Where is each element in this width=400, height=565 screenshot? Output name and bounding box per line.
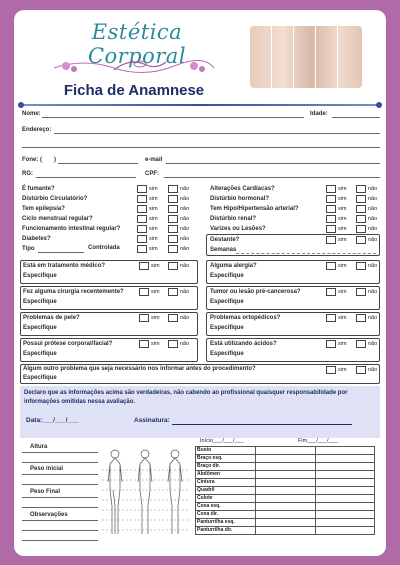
inicio-label: Início___/___/___	[200, 438, 244, 444]
q-tipo: Tipo	[22, 246, 35, 252]
sim-label: sim	[149, 226, 158, 232]
table-cell[interactable]	[256, 519, 316, 527]
idade-field[interactable]	[332, 117, 380, 118]
q-medico: Está em tratamento médico?	[23, 263, 106, 269]
table-row	[196, 471, 375, 479]
sim-label: sim	[338, 186, 347, 192]
assinatura-label: Assinatura:	[134, 417, 170, 424]
row-label: Busto	[196, 447, 256, 455]
epilepsia-sim-checkbox[interactable]	[137, 205, 147, 213]
q-renal: Distúrbio renal?	[210, 216, 257, 222]
nao-label: não	[368, 226, 378, 232]
q-alergia: Alguma alergia?	[210, 263, 257, 269]
table-cell[interactable]	[315, 471, 375, 479]
q-gestante: Gestante?	[210, 237, 240, 243]
assinatura-field[interactable]	[172, 424, 352, 425]
alergia-sim-checkbox[interactable]	[326, 262, 336, 270]
fone-field[interactable]	[58, 163, 138, 164]
q-ciclo: Ciclo menstrual regular?	[22, 216, 93, 222]
sim-label: sim	[151, 289, 160, 295]
ciclo-sim-checkbox[interactable]	[137, 215, 147, 223]
table-cell[interactable]	[256, 495, 316, 503]
row-label: Cintura	[196, 479, 256, 487]
table-cell[interactable]	[315, 479, 375, 487]
row-label: Coxa esq.	[196, 503, 256, 511]
sim-label: sim	[151, 263, 160, 269]
table-cell[interactable]	[315, 519, 375, 527]
controlada-sim-checkbox[interactable]	[137, 245, 147, 253]
nao-label: não	[180, 206, 190, 212]
body-figure-icon	[100, 446, 190, 538]
q-protese: Possui prótese corporal/facial?	[23, 341, 113, 347]
especifique-label: Especifique	[23, 299, 57, 305]
table-row	[196, 455, 375, 463]
sim-label: sim	[338, 341, 347, 347]
nao-label: não	[180, 236, 190, 242]
circulatorio-sim-checkbox[interactable]	[137, 195, 147, 203]
fone-close: )	[54, 157, 56, 163]
table-row	[196, 527, 375, 535]
acidos-nao-checkbox[interactable]	[356, 340, 366, 348]
sim-label: sim	[338, 216, 347, 222]
email-field[interactable]	[166, 163, 380, 164]
cpf-field[interactable]	[164, 177, 380, 178]
tipo-field[interactable]	[38, 252, 84, 253]
row-label: Quadril	[196, 487, 256, 495]
q-cirurgia: Fez alguma cirurgia recentemente?	[23, 289, 124, 295]
ciclo-nao-checkbox[interactable]	[168, 215, 178, 223]
circulatorio-nao-checkbox[interactable]	[168, 195, 178, 203]
nao-label: não	[368, 216, 378, 222]
hormonal-nao-checkbox[interactable]	[356, 195, 366, 203]
table-cell[interactable]	[256, 455, 316, 463]
intestinal-sim-checkbox[interactable]	[137, 225, 147, 233]
rg-label: RG:	[22, 171, 33, 177]
intestinal-nao-checkbox[interactable]	[168, 225, 178, 233]
q-outro: Algum outro problema que seja necessário nos informar antes do procedimento?	[23, 366, 256, 372]
hipertensao-sim-checkbox[interactable]	[326, 205, 336, 213]
sim-label: sim	[338, 263, 347, 269]
especifique-label: Especifique	[210, 299, 244, 305]
altura-field-2[interactable]	[22, 462, 98, 463]
cardiacas-nao-checkbox[interactable]	[356, 185, 366, 193]
protese-nao-checkbox[interactable]	[168, 340, 178, 348]
nao-label: não	[368, 315, 378, 321]
cirurgia-sim-checkbox[interactable]	[139, 288, 149, 296]
row-label: Coxa dir.	[196, 511, 256, 519]
nao-label: não	[180, 186, 190, 192]
endereco-field[interactable]	[54, 133, 380, 134]
q-cardiacas: Alterações Cardíacas?	[210, 186, 275, 192]
nao-label: não	[368, 367, 378, 373]
table-cell[interactable]	[256, 479, 316, 487]
especifique-label: Especifique	[210, 325, 244, 331]
obs-field-3[interactable]	[22, 540, 98, 541]
table-cell[interactable]	[256, 447, 316, 455]
table-cell[interactable]	[256, 487, 316, 495]
peso-final-field[interactable]	[22, 497, 98, 498]
row-label: Braço esq.	[196, 455, 256, 463]
measurements-table	[195, 446, 375, 535]
q-controlada: Controlada	[88, 245, 120, 251]
table-row	[196, 463, 375, 471]
sim-label: sim	[338, 289, 347, 295]
nao-label: não	[180, 216, 190, 222]
table-cell[interactable]	[315, 455, 375, 463]
q-acidos: Está utilizando ácidos?	[210, 341, 277, 347]
sim-label: sim	[338, 206, 347, 212]
row-label: Abdômen	[196, 471, 256, 479]
table-row	[196, 447, 375, 455]
diabetes-sim-checkbox[interactable]	[137, 235, 147, 243]
table-row	[196, 487, 375, 495]
especifique-label: Especifique	[210, 273, 244, 279]
sim-label: sim	[149, 206, 158, 212]
nome-field[interactable]	[42, 117, 304, 118]
q-ortopedicos: Problemas ortopédicos?	[210, 315, 281, 321]
sim-label: sim	[338, 237, 347, 243]
table-row	[196, 503, 375, 511]
observacoes-label: Observações	[30, 512, 68, 518]
q-pele: Problemas de pele?	[23, 315, 80, 321]
nao-label: não	[180, 263, 190, 269]
medico-nao-checkbox[interactable]	[168, 262, 178, 270]
row-label: Culote	[196, 495, 256, 503]
form-title: Ficha de Anamnese	[63, 82, 205, 99]
hormonal-sim-checkbox[interactable]	[326, 195, 336, 203]
q-varizes: Varizes ou Lesões?	[210, 226, 266, 232]
peso-inicial-field[interactable]	[22, 474, 98, 475]
fumante-nao-checkbox[interactable]	[168, 185, 178, 193]
table-row	[196, 511, 375, 519]
sim-label: sim	[338, 367, 347, 373]
table-cell[interactable]	[315, 487, 375, 495]
nao-label: não	[180, 289, 190, 295]
table-cell[interactable]	[315, 447, 375, 455]
sim-label: sim	[151, 341, 160, 347]
header	[14, 10, 386, 103]
sim-label: sim	[149, 186, 158, 192]
gestante-sim-checkbox[interactable]	[326, 236, 336, 244]
nao-label: não	[368, 341, 378, 347]
ortopedicos-sim-checkbox[interactable]	[326, 314, 336, 322]
pele-nao-checkbox[interactable]	[168, 314, 178, 322]
cpf-label: CPF:	[145, 171, 159, 177]
acidos-sim-checkbox[interactable]	[326, 340, 336, 348]
declaration-text: Declaro que as informações acima são verdadeiras, não cabendo ao profissional quaisquer responsabilidade por informações omitidas nessa avaliação.	[24, 390, 348, 405]
table-cell[interactable]	[315, 527, 375, 535]
protese-sim-checkbox[interactable]	[139, 340, 149, 348]
q-fumante: É fumante?	[22, 186, 55, 192]
nao-label: não	[180, 226, 190, 232]
varizes-nao-checkbox[interactable]	[356, 225, 366, 233]
nao-label: não	[180, 196, 190, 202]
q-circulatorio: Distúrbio Circulatório?	[22, 196, 88, 202]
sim-label: sim	[149, 236, 158, 242]
especifique-label: Especifique	[23, 351, 57, 357]
nao-label: não	[180, 341, 190, 347]
q-hormonal: Distúrbio hormonal?	[210, 196, 269, 202]
outro-sim-checkbox[interactable]	[326, 366, 336, 374]
q-diabetes: Diabetes?	[22, 236, 51, 242]
table-cell[interactable]	[315, 463, 375, 471]
ortopedicos-nao-checkbox[interactable]	[356, 314, 366, 322]
tumor-sim-checkbox[interactable]	[326, 288, 336, 296]
obs-field-2[interactable]	[22, 530, 98, 531]
sim-label: sim	[338, 196, 347, 202]
rg-field[interactable]	[36, 177, 136, 178]
data-label: Data:___/___/___	[26, 417, 79, 424]
table-row	[196, 479, 375, 487]
nao-label: não	[368, 206, 378, 212]
cirurgia-nao-checkbox[interactable]	[168, 288, 178, 296]
row-label: Panturrilha esq.	[196, 519, 256, 527]
medico-sim-checkbox[interactable]	[139, 262, 149, 270]
fone-label: Fone: (	[22, 157, 42, 163]
altura-field[interactable]	[22, 452, 98, 453]
form-page	[14, 10, 386, 556]
q-semanas: Semanas	[210, 247, 237, 253]
header-divider	[18, 104, 382, 106]
table-cell[interactable]	[256, 463, 316, 471]
table-cell[interactable]	[256, 511, 316, 519]
peso-inicial-field-2[interactable]	[22, 484, 98, 485]
row-label: Panturrilha dir.	[196, 527, 256, 535]
cardiacas-sim-checkbox[interactable]	[326, 185, 336, 193]
nao-label: não	[180, 315, 190, 321]
q-tumor: Tumor ou lesão pré-cancerosa?	[210, 289, 301, 295]
q-intestinal: Funcionamento intestinal regular?	[22, 226, 121, 232]
email-label: e-mail	[145, 157, 163, 163]
sim-label: sim	[149, 246, 158, 252]
nao-label: não	[180, 246, 190, 252]
varizes-sim-checkbox[interactable]	[326, 225, 336, 233]
table-row	[196, 495, 375, 503]
outro-nao-checkbox[interactable]	[356, 366, 366, 374]
altura-label: Altura	[30, 444, 48, 450]
nome-label: Nome:	[22, 111, 41, 117]
endereco-field-2[interactable]	[22, 147, 380, 148]
nao-label: não	[368, 237, 378, 243]
especifique-label: Especifique	[23, 273, 57, 279]
nao-label: não	[368, 196, 378, 202]
table-cell[interactable]	[315, 495, 375, 503]
fim-label: Fim___/___/___	[298, 438, 338, 444]
renal-sim-checkbox[interactable]	[326, 215, 336, 223]
flower-ornament-icon	[44, 54, 224, 78]
table-cell[interactable]	[256, 503, 316, 511]
pele-sim-checkbox[interactable]	[139, 314, 149, 322]
epilepsia-nao-checkbox[interactable]	[168, 205, 178, 213]
sim-label: sim	[149, 216, 158, 222]
nao-label: não	[368, 289, 378, 295]
especifique-label: Especifique	[23, 325, 57, 331]
sim-label: sim	[149, 196, 158, 202]
table-cell[interactable]	[315, 511, 375, 519]
nao-label: não	[368, 186, 378, 192]
peso-inicial-label: Peso inicial	[30, 466, 64, 472]
table-cell[interactable]	[256, 471, 316, 479]
especifique-label: Especifique	[23, 375, 57, 381]
renal-nao-checkbox[interactable]	[356, 215, 366, 223]
diabetes-nao-checkbox[interactable]	[168, 235, 178, 243]
peso-final-label: Peso Final	[30, 489, 61, 495]
fumante-sim-checkbox[interactable]	[137, 185, 147, 193]
hipertensao-nao-checkbox[interactable]	[356, 205, 366, 213]
peso-final-field-2[interactable]	[22, 507, 98, 508]
sim-label: sim	[151, 315, 160, 321]
row-label: Braço dir.	[196, 463, 256, 471]
q-epilepsia: Tem epilepsia?	[22, 206, 65, 212]
sim-label: sim	[338, 226, 347, 232]
logo-title: Estética Corporal	[87, 20, 187, 68]
table-cell[interactable]	[256, 527, 316, 535]
idade-label: Idade:	[310, 111, 328, 117]
alergia-nao-checkbox[interactable]	[356, 262, 366, 270]
body-photo-strip	[250, 26, 362, 88]
controlada-nao-checkbox[interactable]	[168, 245, 178, 253]
table-row	[196, 519, 375, 527]
sim-label: sim	[338, 315, 347, 321]
endereco-label: Endereço:	[22, 127, 52, 133]
table-cell[interactable]	[315, 503, 375, 511]
q-hipertensao: Tem Hipo/Hipertensão arterial?	[210, 206, 299, 212]
tumor-nao-checkbox[interactable]	[356, 288, 366, 296]
nao-label: não	[368, 263, 378, 269]
especifique-label: Especifique	[210, 351, 244, 357]
obs-field-1[interactable]	[22, 520, 98, 521]
gestante-nao-checkbox[interactable]	[356, 236, 366, 244]
semanas-field[interactable]	[236, 253, 376, 254]
